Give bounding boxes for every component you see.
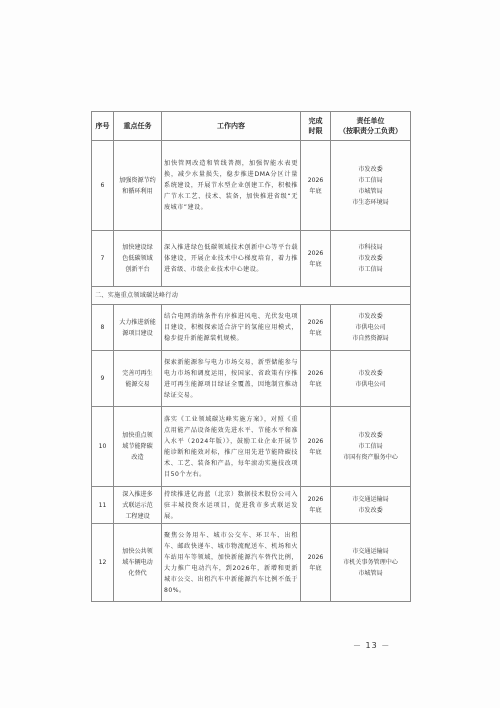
- header-deadline: 完成 时限: [301, 112, 331, 141]
- section-title: 二、实施重点领域碳达峰行动: [92, 287, 411, 305]
- row-task: 加快公共领 域车辆电动 化替代: [114, 524, 162, 602]
- row-no: 7: [92, 231, 114, 287]
- row-unit: 市发改委 市工信局 市城管局 市生态环境局: [331, 141, 411, 231]
- row-unit: 市发改委 市工信局 市国有资产服务中心: [331, 407, 411, 487]
- row-task: 深入推进多 式联运示范 工程建设: [114, 487, 162, 524]
- table-row: [92, 231, 411, 287]
- page-number: － 13 －: [353, 641, 391, 650]
- row-no: 8: [92, 305, 114, 351]
- header-unit: 责任单位 （按职责分工负责）: [331, 112, 411, 141]
- table-row: [92, 407, 411, 487]
- row-content: 探索新能源参与电力市场交易，新型储能参与电力市场和调度运用，按国家、省政策有序推进可再生能源项目绿证全覆盖，因地制宜推动绿证交易。: [162, 351, 301, 407]
- task-table: [91, 111, 411, 602]
- row-task: 加强资源节约 和循环利用: [114, 141, 162, 231]
- row-task: 完善可再生 能源交易: [114, 351, 162, 407]
- row-no: 11: [92, 487, 114, 524]
- row-unit: 市交通运输局 市机关事务管理中心 市城管局: [331, 524, 411, 602]
- row-no: 6: [92, 141, 114, 231]
- table-row: [92, 487, 411, 524]
- table-row: [92, 351, 411, 407]
- table-row: [92, 305, 411, 351]
- row-deadline: 2026 年底: [301, 524, 331, 602]
- row-content: 持续推进亿海蓝（北京）数据技术股份公司入驻丰城投资水运项目，促进我市多式联运发展。: [162, 487, 301, 524]
- header-task: 重点任务: [114, 112, 162, 141]
- row-deadline: 2026 年底: [301, 231, 331, 287]
- table-header-row: [92, 112, 411, 141]
- row-content: 加快管网改造和管线普测，加强智能水表更换，减少水量损失，稳步推进DMA分区计量系统建设，开展节水型企业创建工作，积极推广节水工艺、技术、装备，加快推进省级“无废城市”建设。: [162, 141, 301, 231]
- header-content: 工作内容: [162, 112, 301, 141]
- row-content: 深入推进绿色低碳领域技术创新中心等平台载体建设，开展企业技术中心梯度培育，着力推进省级、市级企业技术中心建设。: [162, 231, 301, 287]
- row-unit: 市交通运输局 市发改委: [331, 487, 411, 524]
- row-deadline: 2026 年底: [301, 305, 331, 351]
- row-task: 加快重点领 域节能降碳 改造: [114, 407, 162, 487]
- row-deadline: 2026 年底: [301, 351, 331, 407]
- row-unit: 市发改委 市供电公司: [331, 351, 411, 407]
- row-no: 10: [92, 407, 114, 487]
- row-deadline: 2026 年底: [301, 407, 331, 487]
- section-row: [92, 287, 411, 305]
- row-task: 大力推进新能 源项目建设: [114, 305, 162, 351]
- row-unit: 市发改委 市供电公司 市自然资源局: [331, 305, 411, 351]
- table-row: [92, 141, 411, 231]
- row-task: 加快建设绿 色低碳领域 创新平台: [114, 231, 162, 287]
- row-content: 落实《工业领域碳达峰实施方案》，对照《重点用能产品设备能效先进水平、节能水平和准入水平（2024年版）》，鼓励工业企业开展节能诊断和能效对标，推广应用先进节能降碳技术、工艺、装备和产品，每年滚动实施技改项目50个左右。: [162, 407, 301, 487]
- row-content: 结合电网消纳条件有序推进风电、光伏发电项目建设，积极探索适合济宁的氢能应用模式，稳步提升新能源装机规模。: [162, 305, 301, 351]
- row-unit: 市科技局 市发改委 市工信局: [331, 231, 411, 287]
- row-no: 9: [92, 351, 114, 407]
- row-content: 聚焦公务用车、城市公交车、环卫车、出租车、邮政快递车、城市物流配送车、机场和火车站用车等领域，加快新能源汽车替代比例，大力推广电动汽车，到2026年，新增和更新城市公交、出租汽车中新能源汽车比例不低于80%。: [162, 524, 301, 602]
- row-no: 12: [92, 524, 114, 602]
- table-row: [92, 524, 411, 602]
- row-deadline: 2026 年底: [301, 487, 331, 524]
- header-no: 序号: [92, 112, 114, 141]
- row-deadline: 2026 年底: [301, 141, 331, 231]
